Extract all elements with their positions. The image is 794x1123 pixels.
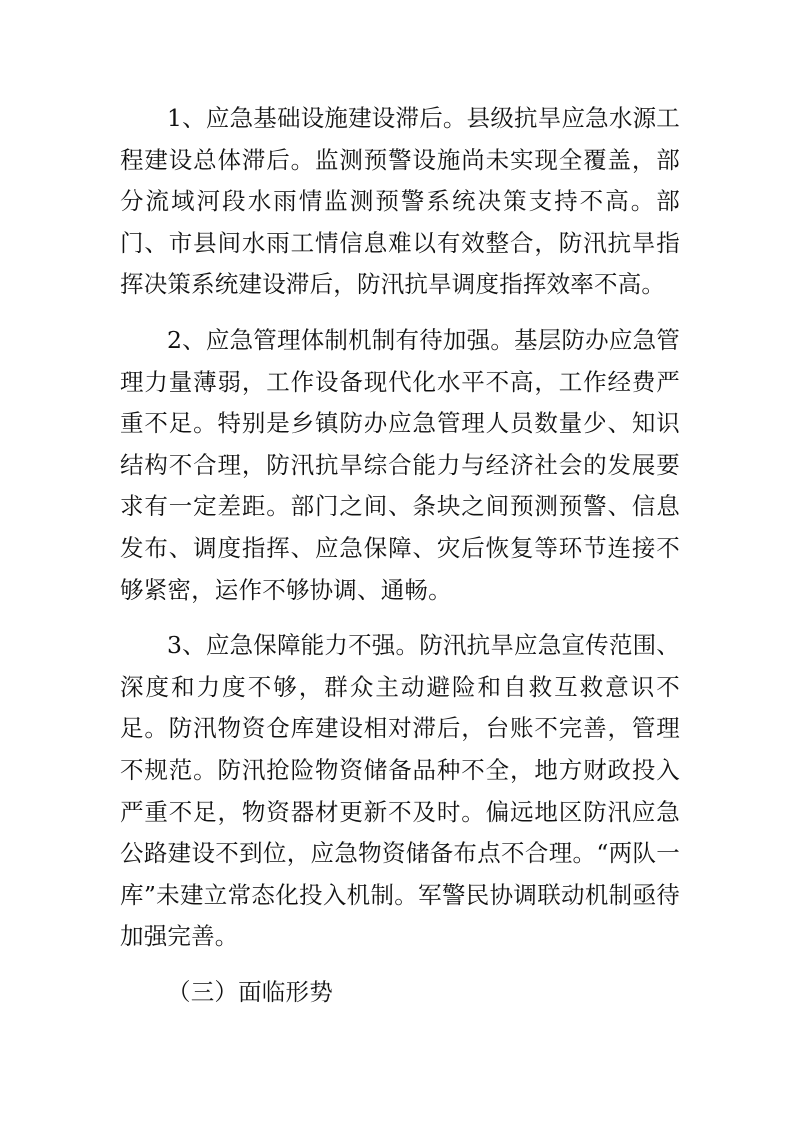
section-heading: （三）面临形势 [167,977,333,1006]
document-body [120,98,680,1013]
paragraph-support-capacity: 3、应急保障能力不强。防汛抗旱应急宣传范围、深度和力度不够，群众主动避险和自救互救意识不足。防汛物资仓库建设相对滞后，台账不完善，管理不规范。防汛抢险物资储备品种不全，地方财政投入严重不足，物资器材更新不及时。偏远地区防汛应急公路建设不到位，应急物资储备布点不合理。“两队一库”未建立常态化投入机制。军警民协调联动机制亟待加强完善。 [120,631,680,951]
paragraph-infrastructure: 1、应急基础设施建设滞后。县级抗旱应急水源工程建设总体滞后。监测预警设施尚未实现全覆盖，部分流域河段水雨情监测预警系统决策支持不高。部门、市县间水雨工情信息难以有效整合，防汛抗旱指挥决策系统建设滞后，防汛抗旱调度指挥效率不高。 [120,104,680,299]
paragraph-management-system: 2、应急管理体制机制有待加强。基层防办应急管理力量薄弱，工作设备现代化水平不高，工作经费严重不足。特别是乡镇防办应急管理人员数量少、知识结构不合理，防汛抗旱综合能力与经济社会的发展要求有一定差距。部门之间、条块之间预测预警、信息发布、调度指挥、应急保障、灾后恢复等环节连接不够紧密，运作不够协调、通畅。 [120,325,680,604]
